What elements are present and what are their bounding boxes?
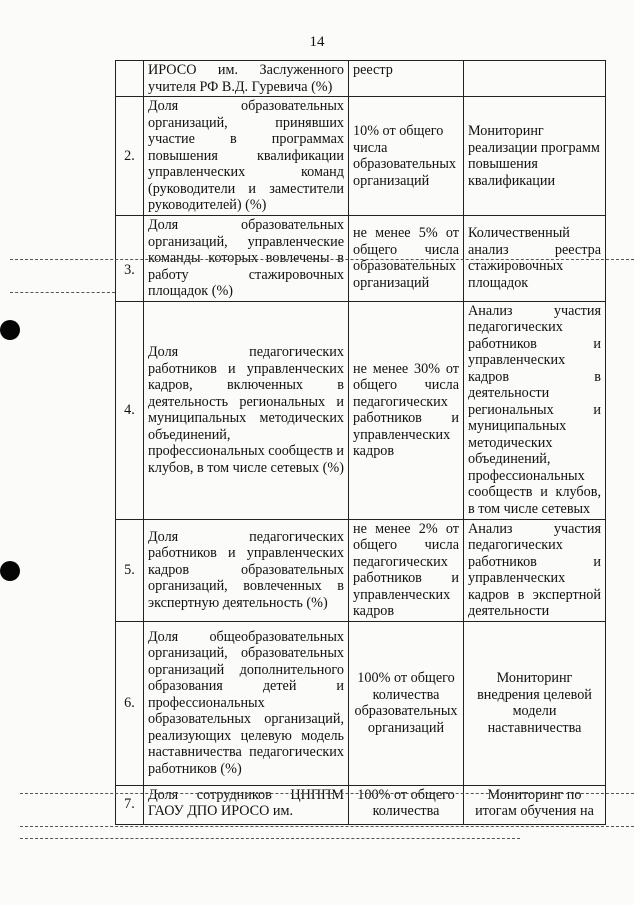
row-number: 4. <box>116 301 144 519</box>
row-number: 5. <box>116 519 144 621</box>
monitoring-cell: Анализ участия педагогических работников и управленческих кадров в экспертной деятельности <box>464 519 606 621</box>
indicator-cell: Доля образовательных организаций, принявших участие в программах повышения квалификации управленческих команд (руководители и заместители руководителей) (%) <box>144 97 349 216</box>
indicator-cell: Доля сотрудников ЦНППМ ГАОУ ДПО ИРОСО им. <box>144 785 349 824</box>
indicator-cell: Доля педагогических работников и управленческих кадров, включенных в деятельность региональных и муниципальных методических объединений, профессиональных сообществ и клубов, в том числе сетевых (%) <box>144 301 349 519</box>
table-row <box>116 301 606 519</box>
punch-hole-top <box>0 320 20 340</box>
table-row <box>116 785 606 824</box>
scan-line <box>20 838 520 839</box>
monitoring-cell: Мониторинг внедрения целевой модели наставничества <box>464 621 606 785</box>
target-cell: не менее 5% от общего числа образовательных организаций <box>349 216 464 302</box>
target-cell: 100% от общего количества образовательных организаций <box>349 621 464 785</box>
target-cell: не менее 2% от общего числа педагогических работников и управленческих кадров <box>349 519 464 621</box>
row-number: 3. <box>116 216 144 302</box>
row-number: 2. <box>116 97 144 216</box>
table-row <box>116 61 606 97</box>
scan-line <box>10 259 634 260</box>
table-row <box>116 97 606 216</box>
monitoring-cell <box>464 61 606 97</box>
indicator-cell: Доля общеобразовательных организаций, образовательных организаций дополнительного образования детей и профессиональных образовательных организаций, реализующих целевую модель наставничества педагогических работников (%) <box>144 621 349 785</box>
monitoring-cell: Мониторинг реализации программ повышения квалификации <box>464 97 606 216</box>
indicators-table <box>115 60 606 825</box>
target-cell: 10% от общего числа образовательных организаций <box>349 97 464 216</box>
punch-hole-bottom <box>0 561 20 581</box>
target-cell: реестр <box>349 61 464 97</box>
indicator-cell: ИРОСО им. Заслуженного учителя РФ В.Д. Гуревича (%) <box>144 61 349 97</box>
row-number: 7. <box>116 785 144 824</box>
monitoring-cell: Анализ участия педагогических работников и управленческих кадров в деятельности региональных и муниципальных методических объединений, профессиональных сообществ и клубов, в том числе сетевых <box>464 301 606 519</box>
scan-line <box>20 793 634 794</box>
monitoring-cell: Количественный анализ реестра стажировочных площадок <box>464 216 606 302</box>
page-number: 14 <box>309 34 325 50</box>
target-cell: не менее 30% от общего числа педагогических работников и управленческих кадров <box>349 301 464 519</box>
row-number <box>116 61 144 97</box>
indicator-cell: Доля образовательных организаций, управленческие команды которых вовлечены в работу стажировочных площадок (%) <box>144 216 349 302</box>
target-cell: 100% от общего количества <box>349 785 464 824</box>
table-row <box>116 519 606 621</box>
scan-line <box>10 292 115 293</box>
row-number: 6. <box>116 621 144 785</box>
table-row <box>116 621 606 785</box>
monitoring-cell: Мониторинг по итогам обучения на <box>464 785 606 824</box>
scan-line <box>20 826 634 827</box>
indicator-cell: Доля педагогических работников и управленческих кадров образовательных организаций, вовлеченных в экспертную деятельность (%) <box>144 519 349 621</box>
